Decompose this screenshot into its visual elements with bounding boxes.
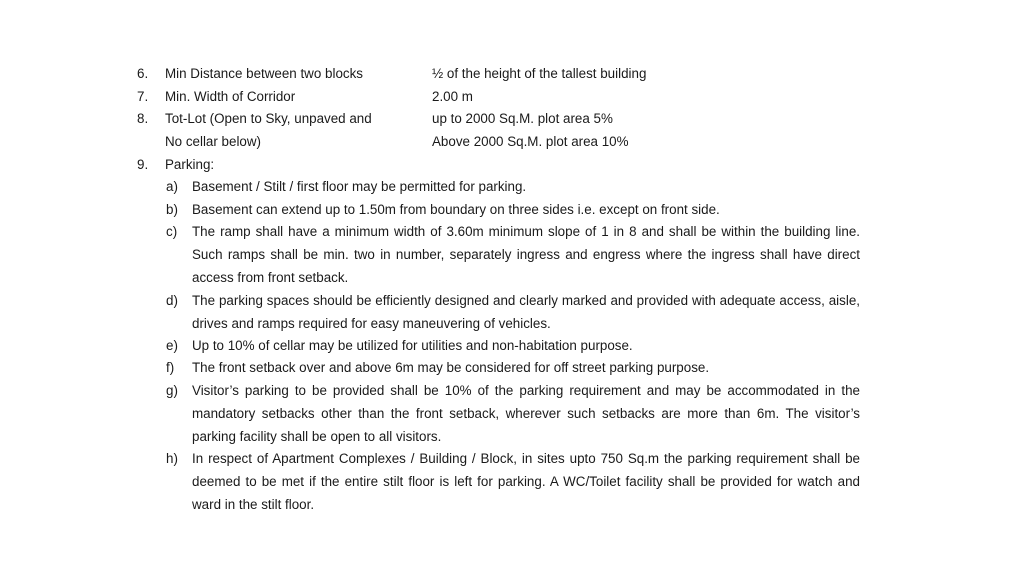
item-number: 7. [137,89,149,104]
item-value: 2.00 m [432,89,473,104]
parking-item-text: The ramp shall have a minimum width of 3.60m minimum slope of 1 in 8 and shall be within the building line. Such ramps shall be min. two in number, separately ingress and engress where the ingress shall have direct access from front setback. [192,224,860,285]
item-number: 9. [137,157,149,172]
parking-item-letter: e) [166,338,178,353]
parking-item-text: Basement / Stilt / first floor may be permitted for parking. [192,179,527,194]
parking-item-letter: b) [166,202,178,217]
item-label: Min. Width of Corridor [165,89,296,104]
parking-item-text: The parking spaces should be efficiently designed and clearly marked and provided with adequate access, aisle, drives and ramps required for easy maneuvering of vehicles. [192,293,860,331]
item-value: ½ of the height of the tallest building [432,66,647,81]
parking-item-letter: d) [166,293,178,308]
item-value: up to 2000 Sq.M. plot area 5% [432,111,613,126]
item-label: Min Distance between two blocks [165,66,363,81]
parking-item-letter: a) [166,179,178,194]
item-label: Parking: [165,157,215,172]
parking-item-letter: h) [166,451,178,466]
parking-item-letter: c) [166,224,178,239]
parking-item-text: In respect of Apartment Complexes / Building / Block, in sites upto 750 Sq.m the parking requirement shall be deemed to be met if the entire stilt floor is left for parking. A WC/Toilet facility shall be provided for watch and ward in the stilt floor. [192,451,860,512]
item-label: Tot-Lot (Open to Sky, unpaved and [165,111,372,126]
item-value-continued: Above 2000 Sq.M. plot area 10% [432,134,629,149]
parking-item-text: Basement can extend up to 1.50m from boundary on three sides i.e. except on front side. [192,202,720,217]
parking-item-text: Visitor’s parking to be provided shall be 10% of the parking requirement and may be accommodated in the mandatory setbacks other than the front setback, wherever such setbacks are more than 6m. The visitor’s parking facility shall be open to all visitors. [192,383,860,444]
item-number: 8. [137,111,149,126]
item-number: 6. [137,66,149,81]
parking-item-text: Up to 10% of cellar may be utilized for utilities and non-habitation purpose. [192,338,633,353]
parking-item-letter: g) [166,383,178,398]
item-label-continued: No cellar below) [165,134,262,149]
parking-item-letter: f) [166,360,175,375]
parking-item-text: The front setback over and above 6m may be considered for off street parking purpose. [192,360,710,375]
